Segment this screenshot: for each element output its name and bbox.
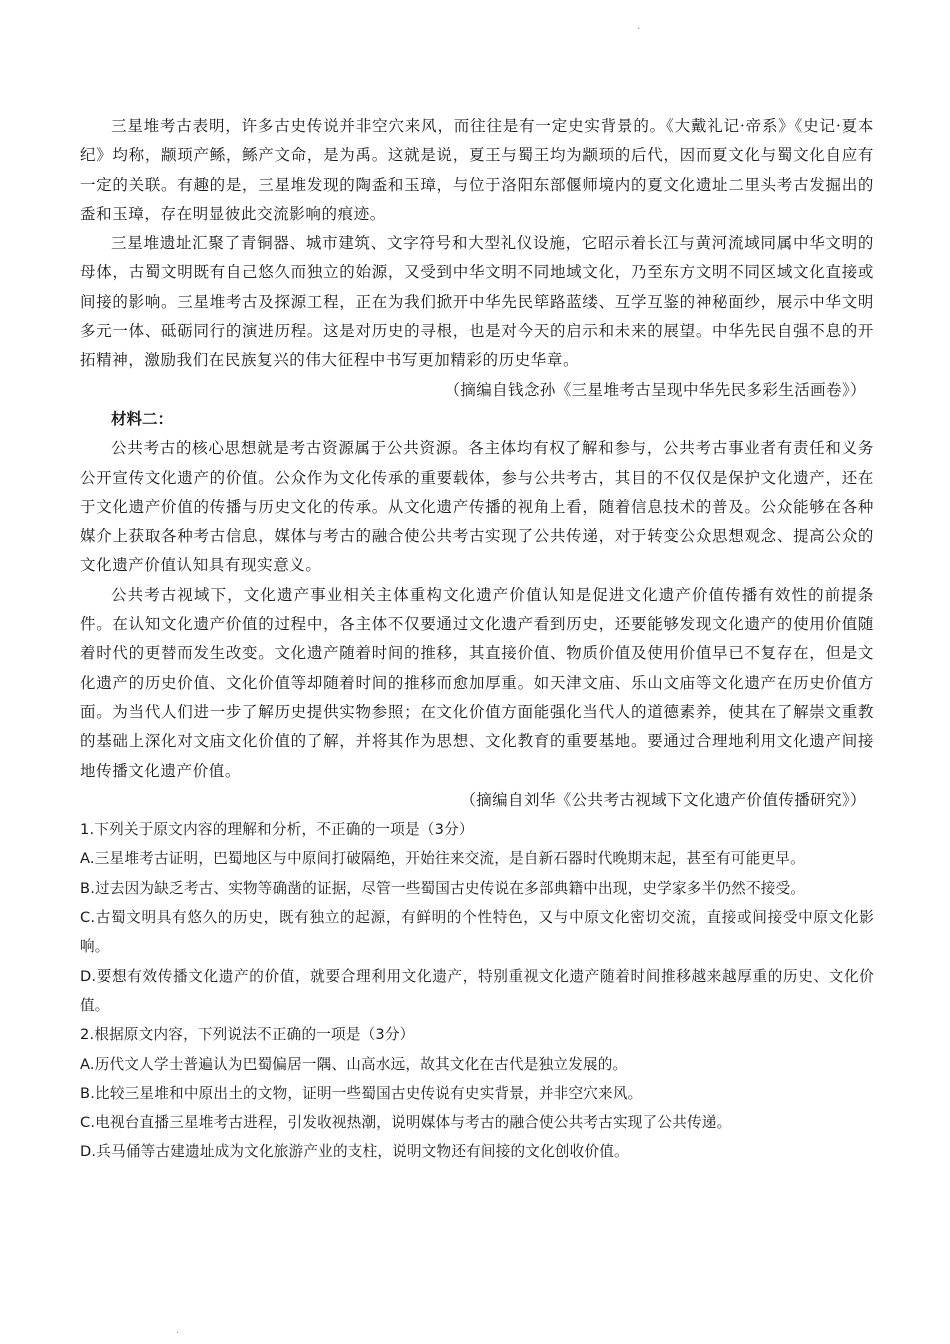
question-2-option-a: A.历代文人学士普遍认为巴蜀偏居一隅、山高水远，故其文化在古代是独立发展的。 <box>80 1055 628 1073</box>
question-2-option-d: D.兵马俑等古建遗址成为文化旅游产业的支柱，说明文物还有间接的文化创收价值。 <box>80 1143 629 1161</box>
question-1-option-a: A.三星堆考古证明，巴蜀地区与中原间打破隔绝，开始往来交流，是自新石器时代晚期末起，甚至有可能更早。 <box>80 850 805 868</box>
document-page <box>80 112 874 1167</box>
material2-source: （摘编自刘华《公共考古视域下文化遗产价值传播研究》） <box>460 790 866 809</box>
material1-paragraph-2: 三星堆遗址汇聚了青铜器、城市建筑、文字符号和大型礼仪设施，它昭示着长江与黄河流域同属中华文明的母体，古蜀文明既有自己悠久而独立的始源，又受到中华文明不同地域文化，乃至东方文明不同区域文化直接或间接的影响。三星堆考古及探源工程，正在为我们掀开中华先民筚路蓝缕、互学互鉴的神秘面纱，展示中华文明多元一体、砥砺同行的演进历程。这是对历史的寻根，也是对今天的启示和未来的展望。中华先民自强不息的开拓精神，激励我们在民族复兴的伟大征程中书写更加精彩的历史华章。 <box>80 234 874 370</box>
material2-heading: 材料二： <box>111 409 174 428</box>
question-2 <box>80 1020 874 1166</box>
scan-dot-top: . <box>637 21 641 32</box>
question-1-option-c: C.古蜀文明具有悠久的历史，既有独立的起源，有鲜明的个性特色，又与中原文化密切交流，直接或间接受中原文化影响。 <box>80 909 874 956</box>
material2-paragraph-2: 公共考古视域下，文化遗产事业相关主体重构文化遗产价值认知是促进文化遗产价值传播有效性的前提条件。在认知文化遗产价值的过程中，各主体不仅要通过文化遗产看到历史，还要能够发现文化遗产的使用价值随着时代的更替而发生改变。文化遗产随着时间的推移，其直接价值、物质价值及使用价值早已不复存在，但是文化遗产的历史价值、文化价值等却随着时间的推移而愈加厚重。如天津文庙、乐山文庙等文化遗产在历史价值方面。为当代人们进一步了解历史提供实物参照；在文化价值方面能强化当代人的道德素养，使其在了解崇文重教的基础上深化对文庙文化价值的了解，并将其作为思想、文化教育的重要基地。要通过合理地利用文化遗产间接地传播文化遗产价值。 <box>80 585 874 780</box>
question-1-stem: 1.下列关于原文内容的理解和分析，不正确的一项是（3分） <box>80 821 474 839</box>
question-1 <box>80 815 874 1020</box>
material1-paragraph-1: 三星堆考古表明，许多古史传说并非空穴来风，而往往是有一定史实背景的。《大戴礼记·帝系》《史记·夏本纪》均称，颛顼产鲧，鲧产文命，是为禹。这就是说，夏王与蜀王均为颛顼的后代，因而夏文化与蜀文化自应有一定的关联。有趣的是，三星堆发现的陶盉和玉璋，与位于洛阳东部偃师境内的夏文化遗址二里头考古发掘出的盉和玉璋，存在明显彼此交流影响的痕迹。 <box>80 117 874 223</box>
question-2-option-b: B.比较三星堆和中原出土的文物，证明一些蜀国古史传说有史实背景，并非空穴来风。 <box>80 1084 643 1102</box>
question-2-stem: 2.根据原文内容，下列说法不正确的一项是（3分） <box>80 1026 415 1044</box>
question-2-option-c: C.电视台直播三星堆考古进程，引发收视热潮，说明媒体与考古的融合使公共考古实现了公共传递。 <box>80 1114 732 1132</box>
question-1-option-b: B.过去因为缺乏考古、实物等确凿的证据，尽管一些蜀国古史传说在多部典籍中出现，史学家多半仍然不接受。 <box>80 879 806 897</box>
question-1-option-d: D.要想有效传播文化遗产的价值，就要合理利用文化遗产，特别重视文化遗产随着时间推移越来越厚重的历史、文化价值。 <box>80 967 874 1014</box>
scan-dot-bottom: . <box>176 1325 180 1336</box>
material2-paragraph-1: 公共考古的核心思想就是考古资源属于公共资源。各主体均有权了解和参与，公共考古事业者有责任和义务公开宣传文化遗产的价值。公众作为文化传承的重要载体，参与公共考古，其目的不仅仅是保护文化遗产，还在于文化遗产价值的传播与历史文化的传承。从文化遗产传播的视角上看，随着信息技术的普及。公众能够在各种媒介上获取各种考古信息，媒体与考古的融合使公共考古实现了公共传递，对于转变公众思想观念、提高公众的文化遗产价值认知具有现实意义。 <box>80 439 874 575</box>
material1-source: （摘编自钱念孙《三星堆考古呈现中华先民多彩生活画卷》） <box>444 380 866 399</box>
